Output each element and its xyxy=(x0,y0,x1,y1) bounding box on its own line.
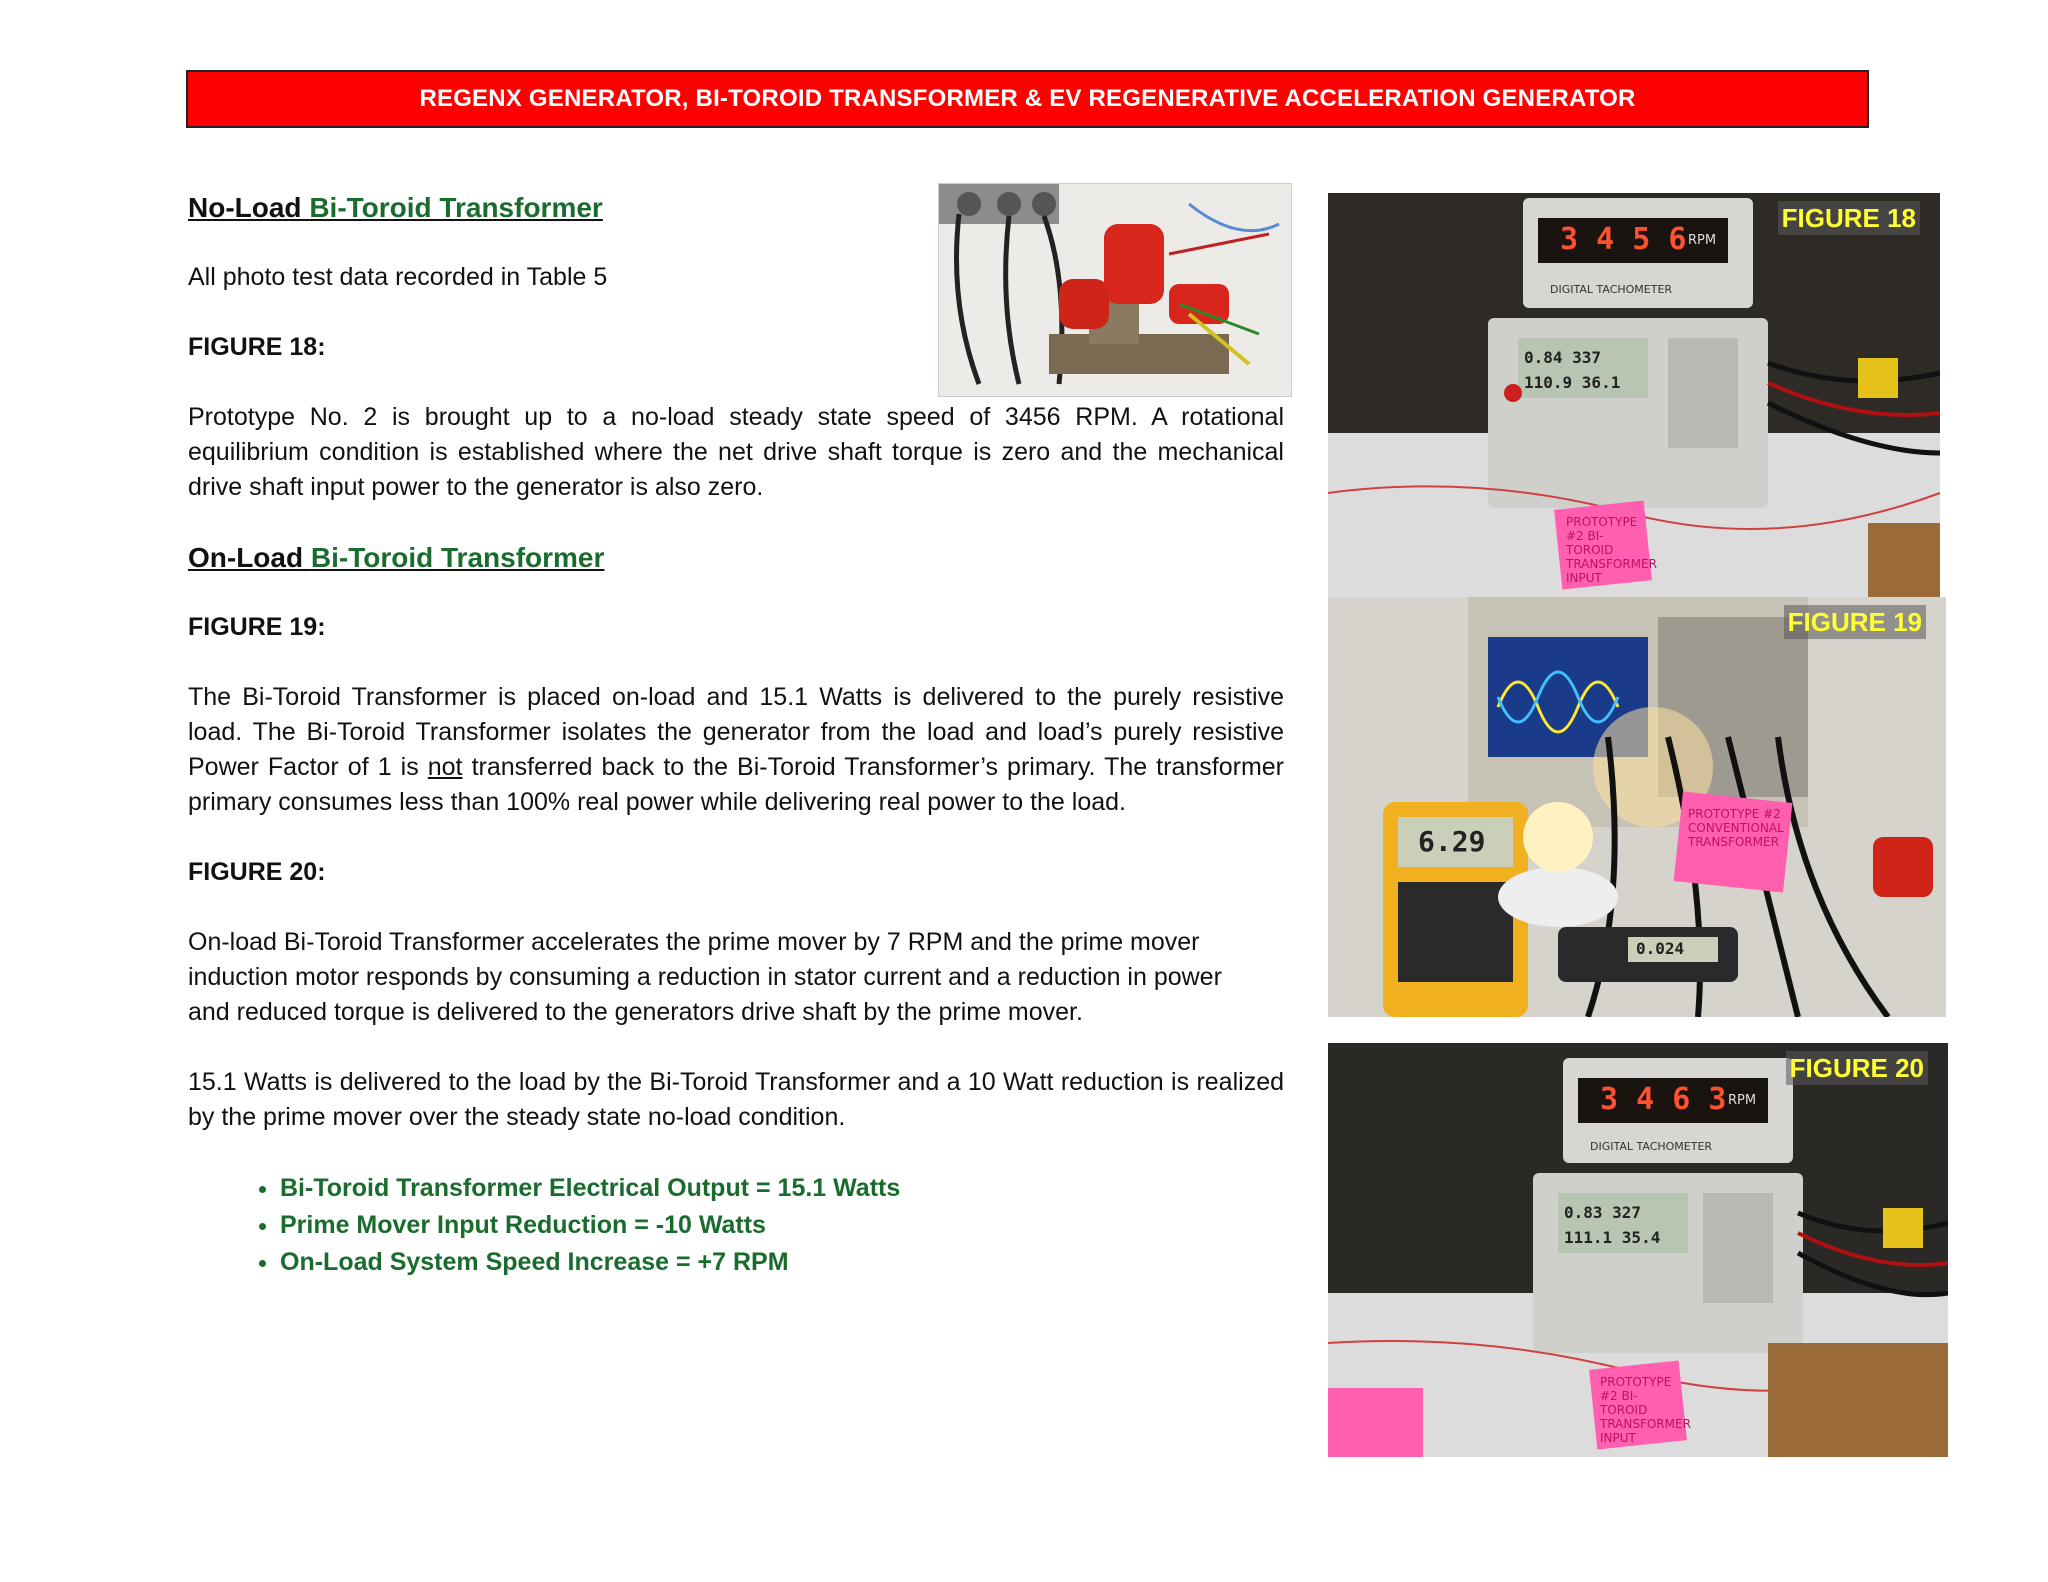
figure-19-overlay-label: FIGURE 19 xyxy=(1784,605,1926,639)
heading-on-load-black: On-Load xyxy=(188,542,304,573)
figure-19-text-a: The Bi-Toroid Transformer is placed on-load and 15.1 Watts is delivered to the purely resistive load. The Bi-Toroid Transformer isolates the generator from the load and load’s purely resistive Power Factor of 1 is xyxy=(188,683,1284,781)
figure-20-label: FIGURE 20: xyxy=(188,858,326,886)
intro-text: All photo test data recorded in Table 5 xyxy=(188,263,608,291)
figure-20-tachometer-unit: RPM xyxy=(1728,1093,1757,1108)
figure-19-text-b: transferred back to the Bi-Toroid Transformer’s primary. The transformer primary consumes less than 100% real power while delivering real power to the load. xyxy=(188,753,1284,816)
figure-20-description-1: On-load Bi-Toroid Transformer accelerates the prime mover by 7 RPM and the prime mover induction motor responds by consuming a reduction in stator current and a reduction in power and reduced torque is delivered to the generators drive shaft by the prime mover. xyxy=(188,928,1222,1026)
heading-on-load-green: Bi-Toroid Transformer xyxy=(310,542,605,573)
figure-20-tachometer-reading: 3 4 6 3 xyxy=(1600,1082,1727,1117)
figure-19-multimeter-reading: 6.29 xyxy=(1418,825,1486,858)
prototype-photo-image xyxy=(939,184,1292,397)
result-item: • Prime Mover Input Reduction = -10 Watts xyxy=(280,1207,1284,1244)
figure-18-tachometer-reading: 3 4 5 6 xyxy=(1560,222,1687,257)
heading-no-load-green: Bi-Toroid Transformer xyxy=(309,192,603,223)
figure-20-photo xyxy=(1328,1043,1948,1457)
prototype-photo xyxy=(938,183,1292,397)
figure-20-lcd-line-1: 0.83 327 xyxy=(1564,1203,1642,1222)
figure-19-photo xyxy=(1328,597,1946,1017)
figure-20-sticky-note: PROTOTYPE #2 BI-TOROID TRANSFORMER INPUT xyxy=(1600,1375,1691,1445)
figure-18-tachometer-unit: RPM xyxy=(1688,233,1717,248)
figure-20-description-2: 15.1 Watts is delivered to the load by the Bi-Toroid Transformer and a 10 Watt reduction is realized by the prime mover over the steady state no-load condition. xyxy=(188,1068,1284,1131)
document-banner: REGENX GENERATOR, BI-TOROID TRANSFORMER & EV REGENERATIVE ACCELERATION GENERATOR xyxy=(186,70,1869,128)
figure-18-photo xyxy=(1328,193,1940,597)
result-item: • Bi-Toroid Transformer Electrical Output = 15.1 Watts xyxy=(280,1170,1284,1207)
figure-19-text-not: not xyxy=(427,753,463,781)
heading-on-load xyxy=(188,540,1284,575)
figure-18-sticky-note: PROTOTYPE #2 BI-TOROID TRANSFORMER INPUT xyxy=(1566,515,1657,585)
figure-18-tachometer-name: DIGITAL TACHOMETER xyxy=(1550,283,1673,296)
figure-20-overlay-label: FIGURE 20 xyxy=(1786,1051,1928,1085)
figure-19-sticky-note: PROTOTYPE #2 CONVENTIONAL TRANSFORMER xyxy=(1688,807,1784,849)
figure-20-lcd-line-2: 111.1 35.4 xyxy=(1564,1228,1661,1247)
figure-18-description: Prototype No. 2 is brought up to a no-load steady state speed of 3456 RPM. A rotational equilibrium condition is established where the net drive shaft torque is zero and the mechanical drive shaft input power to the generator is also zero. xyxy=(188,403,1284,501)
figure-18-overlay-label: FIGURE 18 xyxy=(1778,201,1920,235)
figure-18-lcd-line-1: 0.84 337 xyxy=(1524,348,1602,367)
heading-no-load-black: No-Load xyxy=(188,192,302,223)
figure-20-tachometer-name: DIGITAL TACHOMETER xyxy=(1590,1140,1713,1153)
figure-18-label: FIGURE 18: xyxy=(188,333,326,361)
result-item: • On-Load System Speed Increase = +7 RPM xyxy=(280,1244,1284,1281)
figure-19-description xyxy=(188,680,1284,820)
results-list xyxy=(188,1170,1284,1281)
figure-19-clamp-meter-reading: 0.024 xyxy=(1636,939,1685,958)
figure-18-lcd-line-2: 110.9 36.1 xyxy=(1524,373,1621,392)
figure-19-label: FIGURE 19: xyxy=(188,613,326,641)
